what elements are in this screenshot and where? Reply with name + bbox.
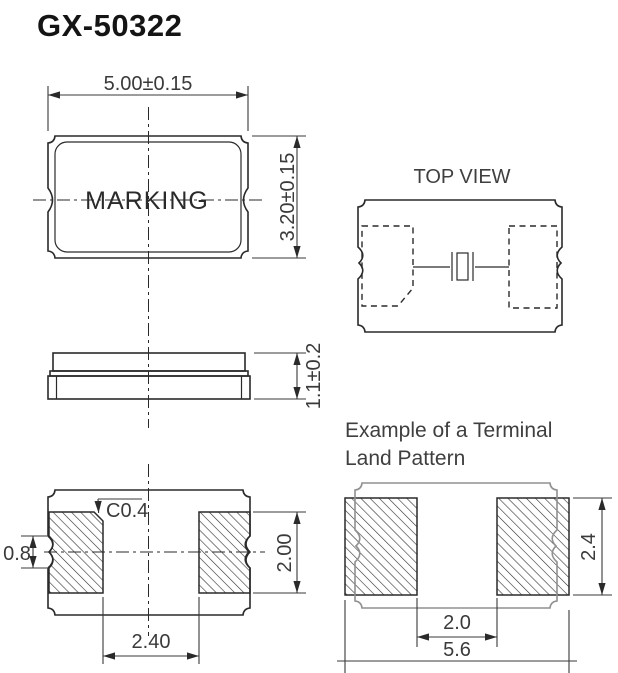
package-outline — [358, 200, 562, 332]
width-dimension-label: 5.00±0.15 — [103, 73, 193, 95]
pad-height-dimension-label: 2.00 — [274, 533, 296, 573]
chamfer-dimension-label: C0.4 — [106, 500, 149, 522]
castellation-dimension — [3, 536, 47, 568]
pad2-hidden-outline — [509, 226, 557, 308]
page-title: GX-50322 — [37, 8, 183, 43]
bottom-view — [3, 464, 306, 664]
land-pad-gap-dimension-label: 2.0 — [443, 612, 471, 634]
land-pattern-view — [337, 419, 612, 673]
front-view — [33, 73, 306, 428]
pad1-hidden-outline — [362, 226, 413, 306]
land-pattern-caption-line1: Example of a Terminal — [345, 419, 553, 442]
top-view-schematic — [358, 166, 562, 332]
castellation-dimension-label: 0.8 — [3, 543, 31, 565]
thickness-dimension-label: 1.1±0.2 — [303, 342, 325, 410]
land-overall-width-dimension-label: 5.6 — [443, 639, 471, 661]
land-pad-height-dimension — [573, 498, 612, 595]
top-view-label: TOP VIEW — [413, 166, 511, 188]
pad-gap-dimension-label: 2.40 — [131, 631, 171, 653]
land-pad-height-dimension-label: 2.4 — [578, 533, 600, 561]
height-dimension — [252, 136, 306, 258]
height-dimension-label: 3.20±0.15 — [277, 152, 299, 242]
thickness-dimension — [254, 343, 325, 410]
width-dimension — [48, 73, 248, 131]
land-pattern-caption-line2: Land Pattern — [345, 447, 466, 470]
crystal-symbol — [413, 252, 509, 281]
land-pad-2 — [497, 498, 569, 595]
chamfer-callout — [98, 499, 148, 522]
marking-label: MARKING — [85, 187, 209, 215]
side-view — [48, 343, 325, 410]
pad-gap-dimension — [103, 597, 199, 664]
